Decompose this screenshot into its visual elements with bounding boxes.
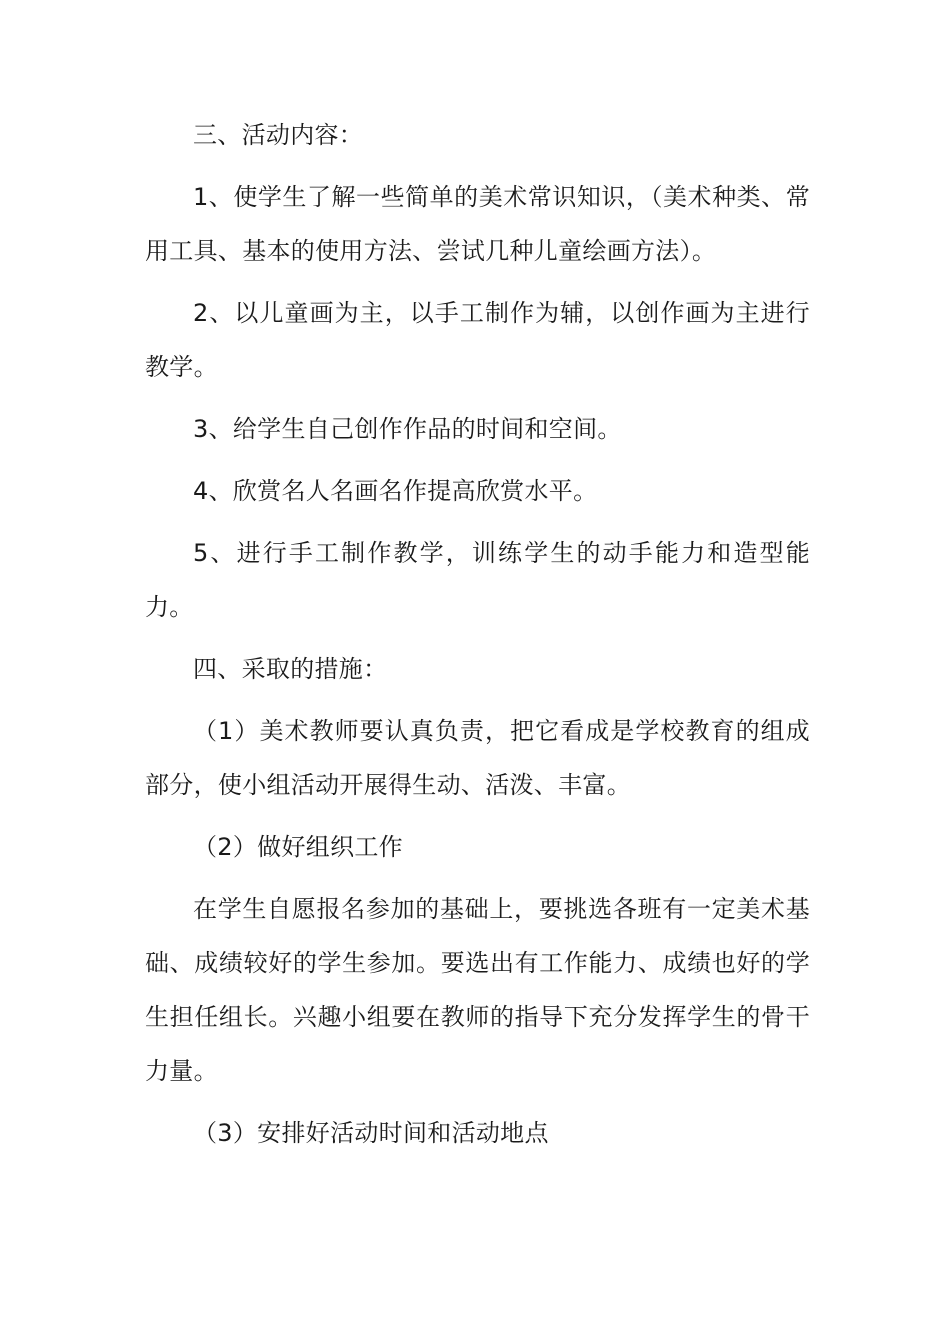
paragraph-item-5: 5、进行手工制作教学，训练学生的动手能力和造型能力。 — [145, 539, 810, 621]
paragraph-item-3: 3、给学生自己创作作品的时间和空间。 — [193, 415, 622, 443]
section-heading-activity-content: 三、活动内容： — [193, 121, 364, 149]
section-heading-measures: 四、采取的措施： — [193, 655, 388, 683]
paragraph-measure-3-heading: （3）安排好活动时间和活动地点 — [193, 1119, 549, 1147]
paragraph-item-2: 2、以儿童画为主，以手工制作为辅，以创作画为主进行教学。 — [145, 299, 810, 381]
document-body — [145, 108, 810, 1160]
paragraph-item-4: 4、欣赏名人名画名作提高欣赏水平。 — [193, 477, 598, 505]
paragraph-measure-2-heading: （2）做好组织工作 — [193, 833, 403, 861]
paragraph-item-1: 1、使学生了解一些简单的美术常识知识，（美术种类、常用工具、基本的使用方法、尝试几种儿童绘画方法）。 — [145, 183, 810, 265]
paragraph-measure-1: （1）美术教师要认真负责，把它看成是学校教育的组成部分，使小组活动开展得生动、活泼、丰富。 — [145, 717, 810, 799]
paragraph-measure-2-body: 在学生自愿报名参加的基础上，要挑选各班有一定美术基础、成绩较好的学生参加。要选出有工作能力、成绩也好的学生担任组长。兴趣小组要在教师的指导下充分发挥学生的骨干力量。 — [145, 895, 810, 1085]
